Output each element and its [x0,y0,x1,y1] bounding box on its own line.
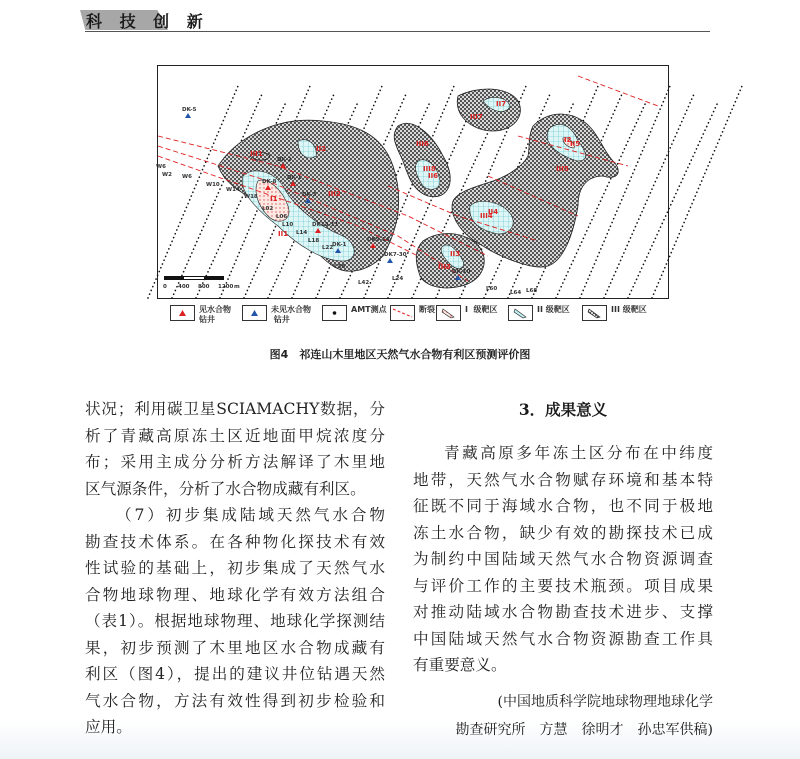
scale-tick: 800 [198,284,210,290]
survey-line-label: W18 [244,194,258,200]
paragraph-line: 青藏高原多年冻土区分布在中纬度 [444,444,713,462]
zone-i-icon [437,306,460,320]
survey-line-label: L22 [322,245,334,251]
amt-line [580,86,670,298]
zone-label: III6 [416,140,429,148]
survey-line-label: W10 [206,182,220,188]
zone-label: II6 [428,172,439,180]
survey-line-label: L38 [334,264,346,270]
blue-triangle-icon [243,306,266,320]
survey-line-label: L60 [486,286,498,292]
survey-line-label: W14 [226,187,240,193]
figure-caption: 图4 祁连山木里地区天然气水合物有利区预测评价图 [269,348,531,361]
paragraph-line: 征既不同于海域水合物，也不同于极地 [413,497,713,515]
left-column-text [85,396,385,741]
header-divider [85,31,710,32]
legend-item-well-found [170,305,231,325]
paragraph-line: 应用。 [85,718,132,736]
survey-line-label: L64 [510,290,522,296]
author-credit [413,688,713,744]
paragraph-line: 中国陆域天然气水合物资源勘查工作具 [413,629,713,648]
survey-line-label: L02 [262,206,274,212]
survey-line-label: L42 [358,280,370,286]
zone-label: II2 [316,145,327,153]
paragraph-line: 状况；利用碳卫星SCIAMACHY数据，分 [85,400,385,418]
zone-label: III1 [250,150,263,158]
paragraph-line: 与评价工作的主要技术瓶颈。项目成果 [413,576,713,595]
scale-tick: 1200 [218,284,234,290]
survey-line-label: L24 [392,276,404,282]
survey-line-label: W6 [182,174,192,180]
map-figure [157,65,669,299]
scale-unit: m [234,284,240,290]
well-label: DK13-11 [312,222,339,228]
amt-line [628,102,718,298]
credit-line: (中国地质科学院地球物理地球化学 [497,694,713,710]
zone-label: III2 [328,190,341,198]
section-header: 科 技 创 新 [86,12,209,31]
zone-label: I2 [564,136,572,144]
legend-item-well-none [242,305,311,325]
legend-item-zone-ii [508,305,570,321]
dot-icon [323,306,346,320]
zone-label: III8 [423,165,436,173]
paragraph-line: 地带，天然气水合物赋存环境和基本特 [413,470,713,489]
paragraph-line: 勘查技术体系。在各种物化探技术有效 [85,532,385,551]
zone-label: III5 [556,165,569,173]
scale-tick: 0 [163,284,167,290]
survey-line-label: W6 [156,164,166,170]
legend-label: 断裂 [419,305,435,314]
zone-label: II4 [488,208,499,216]
survey-line-label: L06 [276,214,288,220]
paragraph-line: （表1）。根据地球物理、地球化学探测结 [85,612,385,630]
zone-label: II3 [450,250,461,258]
credit-line: 勘查研究所 方慧 徐明才 孙忠军供稿) [455,722,713,738]
survey-line-label: L14 [296,230,308,236]
paragraph-line: 利区（图4），提出的建议井位钻遇天然 [85,665,385,683]
well-marker [387,258,393,263]
legend-label: II 级靶区 [537,305,570,314]
well-label: DK-1 [287,175,302,181]
amt-line [604,94,694,298]
zone-label: III3 [438,263,451,271]
paragraph-line: 合物地球物理、地球化学有效方法组合 [85,585,385,604]
well-label: DK-3 [302,192,317,198]
paragraph-line: 布；采用主成分分析方法解译了木里地 [85,453,385,471]
scale-tick: 400 [178,284,190,290]
legend-label: 未见水合物 钻井 [271,305,311,324]
well-label: DK-10 [452,269,471,275]
paragraph-line: 析了青藏高原冻土区近地面甲烷浓度分 [85,426,385,445]
amt-line [148,86,238,298]
hydrate-prospect-map [158,66,668,298]
survey-line-label: L10 [282,222,294,228]
zone-ii-icon [509,306,532,320]
well-label: DK-5 [182,107,197,113]
well-label: DK-8 [262,179,277,185]
map-legend [170,305,670,335]
well-label: DK9-14 [367,237,390,243]
legend-item-amt [322,305,387,321]
scale-bar [163,276,240,290]
fault-line-icon [391,306,414,320]
paragraph-line: 有重要意义。 [413,656,507,674]
paragraph-line: 气水合物，方法有效性得到初步检验和 [85,691,385,710]
legend-item-fault [390,305,435,321]
well-label: DK-2 [277,157,292,163]
zone-label: II5 [570,140,581,148]
survey-line-label: L18 [308,238,320,244]
zone-label: I1 [270,195,278,203]
zone-label: II1 [278,230,289,238]
section-heading: 3．成果意义 [518,400,608,419]
legend-item-zone-i [436,305,498,321]
legend-label: III 级靶区 [611,305,647,314]
legend-label: I 级靶区 [465,305,498,314]
amt-line [652,86,742,298]
right-column-text [413,440,713,679]
zone-iii-7 [457,89,520,131]
paragraph-line: （7）初步集成陆域天然气水合物 [116,506,385,524]
zone-label: III4 [480,212,493,220]
paragraph-line: 性试验的基础上，初步集成了天然气水 [85,559,385,577]
zone-label: III7 [470,113,483,121]
legend-label: AMT测点 [351,305,387,314]
legend-label: 见水合物 钻井 [199,305,231,324]
paragraph-line: 为制约中国陆域天然气水合物资源调查 [413,550,713,568]
well-label: DK-1 [332,242,347,248]
paragraph-line: 冻土水合物，缺少有效的勘探技术已成 [413,523,713,542]
paragraph-line: 区气源条件，分析了水合物成藏有利区。 [85,479,366,498]
paragraph-line: 果，初步预测了木里地区水合物成藏有 [85,638,385,657]
well-label: DK7-30 [384,252,407,258]
zone-label: II7 [496,100,507,108]
survey-line-label: L68 [526,288,538,294]
survey-line-label: W2 [162,172,172,178]
legend-item-zone-iii [582,305,647,321]
zone-iii-icon [583,306,606,320]
paragraph-line: 对推动陆域水合物勘查技术进步、支撑 [413,603,713,621]
red-triangle-icon [171,306,194,320]
well-marker [185,113,191,118]
